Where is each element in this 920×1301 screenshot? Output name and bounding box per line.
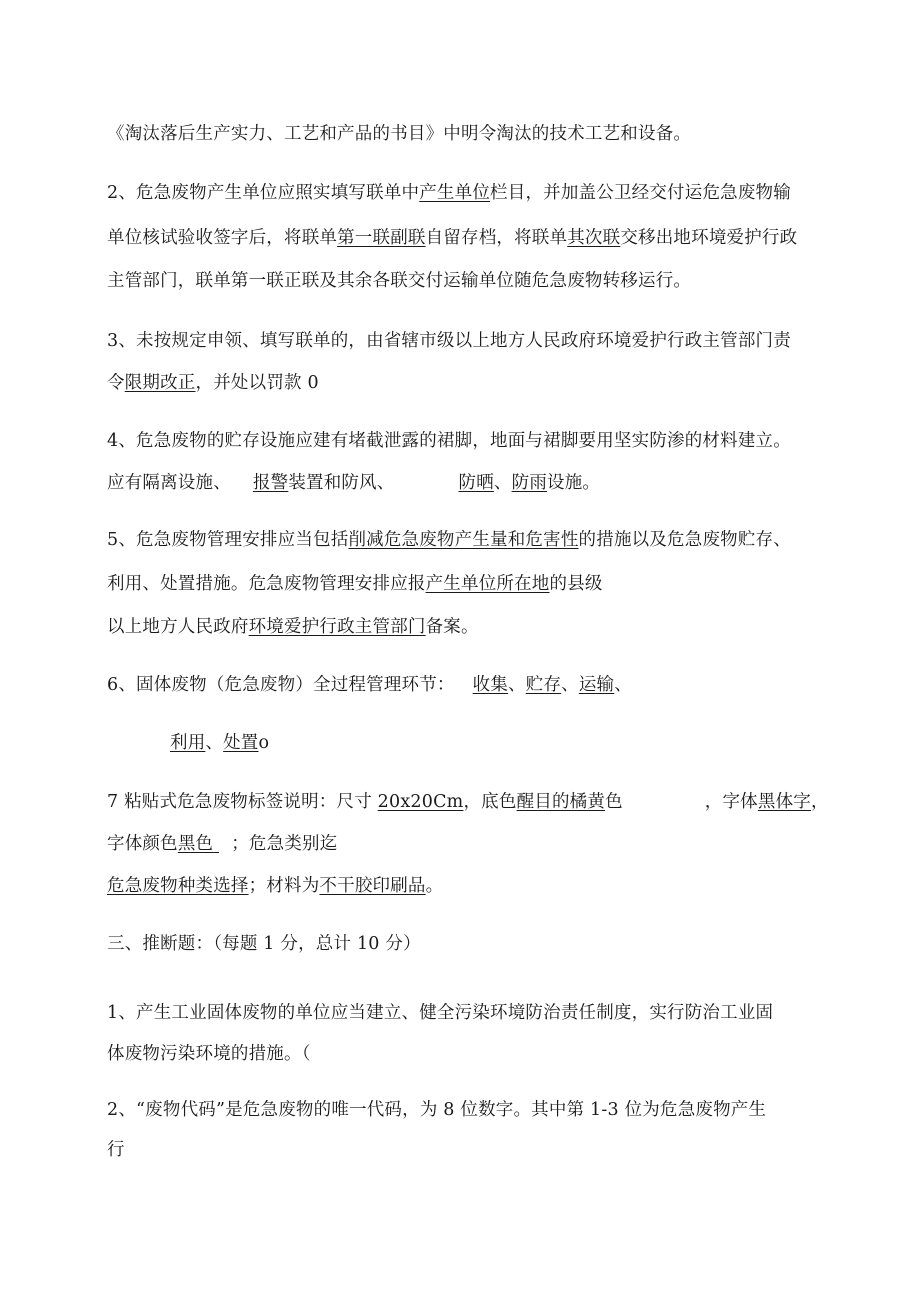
text-line xyxy=(107,614,479,640)
text-line xyxy=(107,370,319,396)
text-span: ，字体 xyxy=(704,792,758,812)
text-line xyxy=(107,180,791,206)
text-line xyxy=(107,428,791,454)
text-span: o xyxy=(258,733,270,753)
underlined-answer: 防雨 xyxy=(511,473,548,493)
text-span: ， xyxy=(811,792,829,812)
underlined-answer: 20x20Cm xyxy=(377,792,464,812)
text-span: 以上地方人民政府 xyxy=(107,617,249,637)
underlined-answer: 黑色 xyxy=(177,834,214,854)
text-span: 2、危急废物产生单位应照实填写联单中 xyxy=(107,183,420,203)
text-span: 4、危急废物的贮存设施应建有堵截泄露的裙脚，地面与裙脚要用坚实防渗的材料建立。 xyxy=(107,431,791,451)
text-span: ；材料为 xyxy=(248,876,320,896)
text-span: 、 xyxy=(561,675,579,695)
text-span: 、 xyxy=(508,675,526,695)
underlined-answer: 危急废物种类选择 xyxy=(107,876,249,896)
text-span: 。 xyxy=(425,876,444,896)
underlined-answer: 收集 xyxy=(472,675,509,695)
text-span: 备案。 xyxy=(425,617,479,637)
underlined-answer: 贮存 xyxy=(525,675,562,695)
text-line xyxy=(107,470,600,496)
text-span: 字体颜色 xyxy=(107,834,178,854)
text-span: 1、产生工业固体废物的单位应当建立、健全污染环境防治责任制度，实行防治工业固 xyxy=(107,1003,774,1023)
text-span: 3、未按规定申领、填写联单的，由省辖市级以上地方人民政府环境爱护行政主管部门责 xyxy=(107,331,791,351)
text-line xyxy=(107,1097,766,1123)
underlined-answer: 处置 xyxy=(223,733,259,753)
text-span: 设施。 xyxy=(547,473,601,493)
text-line xyxy=(107,672,632,698)
text-span: 令 xyxy=(107,373,125,393)
underlined-answer: 产生单位 xyxy=(419,183,491,203)
text-span: 自留存档，将联单 xyxy=(425,228,568,248)
text-span: 的县级 xyxy=(549,574,603,594)
underlined-answer: 第一联副联 xyxy=(337,228,426,248)
text-span: 色 xyxy=(605,792,623,812)
text-span: 《淘汰落后生产实力、工艺和产品的书目》中明令淘汰的技术工艺和设备。 xyxy=(107,124,692,144)
text-line xyxy=(170,730,269,756)
text-line xyxy=(107,268,691,294)
text-span: 6、固体废物（危急废物）全过程管理环节： xyxy=(107,675,455,695)
text-span: 、 xyxy=(205,733,224,753)
text-line xyxy=(107,1137,125,1163)
text-line xyxy=(107,527,791,553)
text-line xyxy=(107,571,603,597)
text-span: 交移出地环境爱护行政 xyxy=(620,228,798,248)
text-span: 、 xyxy=(493,473,512,493)
text-span: 装置和防风、 xyxy=(288,473,395,493)
text-span: 5、危急废物管理安排应当包括 xyxy=(107,530,349,550)
text-span: 2、“废物代码”是危急废物的唯一代码，为 8 位数字。其中第 1-3 位为危急废物产生 xyxy=(107,1100,767,1120)
text-line xyxy=(107,873,443,899)
text-line xyxy=(107,121,691,147)
text-span: 单位核试验收签字后，将联单 xyxy=(107,228,338,248)
text-span: 栏目，并加盖公卫经交付运危急废物输 xyxy=(490,183,791,203)
underlined-answer: 黑体字 xyxy=(757,792,811,812)
underlined-answer: 利用 xyxy=(170,733,206,753)
underlined-answer: 其次联 xyxy=(567,228,621,248)
text-span: 主管部门，联单第一联正联及其余各联交付运输单位随危急废物转移运行。 xyxy=(107,271,692,291)
text-span: 三、推断题：（每题 1 分，总计 10 分） xyxy=(107,934,421,954)
text-span: 应有隔离设施、 xyxy=(107,473,231,493)
underlined-answer: 削减危急废物产生量和危害性 xyxy=(348,530,579,550)
text-span: 行 xyxy=(107,1140,125,1160)
underlined-answer: 环境爱护行政主管部门 xyxy=(248,617,426,637)
underlined-answer: 运输 xyxy=(578,675,615,695)
text-line xyxy=(107,1041,311,1067)
text-span: 体废物污染环境的措施。（ xyxy=(107,1044,311,1064)
underlined-answer: 限期改正 xyxy=(124,373,196,393)
text-line xyxy=(107,225,797,251)
section-heading xyxy=(107,931,421,957)
text-span: 利用、处置措施。危急废物管理安排应报 xyxy=(107,574,426,594)
underlined-answer: 不干胶印刷品 xyxy=(319,876,426,896)
text-span: 7 粘贴式危急废物标签说明：尺寸 xyxy=(107,792,378,812)
text-line xyxy=(107,1000,773,1026)
underlined-answer: 醒目的橘黄 xyxy=(516,792,606,812)
underlined-answer: 报警 xyxy=(252,473,289,493)
text-span: 的措施以及危急废物贮存、 xyxy=(578,530,791,550)
text-line xyxy=(107,789,829,815)
text-span: ，底色 xyxy=(463,792,517,812)
text-span: ，并处以罚款 0 xyxy=(195,373,319,393)
underlined-answer: 防晒 xyxy=(458,473,494,493)
text-span: 、 xyxy=(614,675,632,695)
text-line xyxy=(107,328,791,354)
text-line xyxy=(107,831,337,857)
underlined-answer: 产生单位所在地 xyxy=(425,574,550,594)
text-span: ；危急类别迄 xyxy=(231,834,338,854)
